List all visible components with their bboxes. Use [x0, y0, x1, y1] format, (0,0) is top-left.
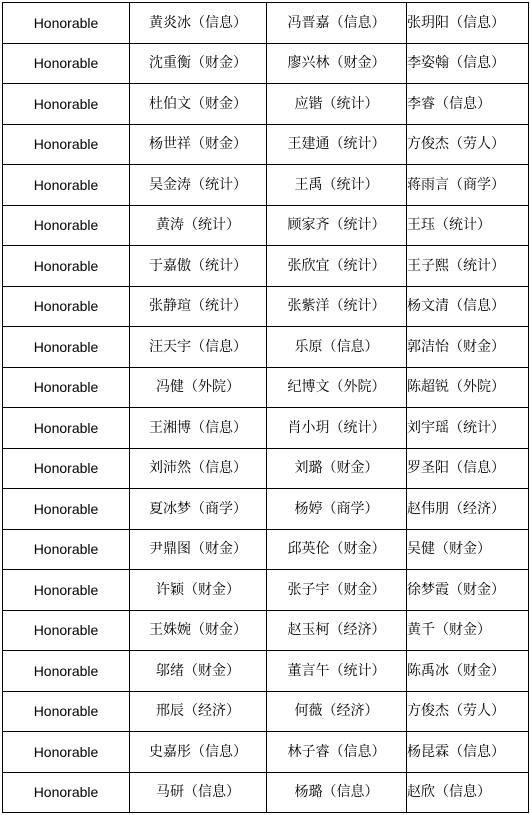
table-row: [3, 3, 529, 44]
table-row: [3, 246, 529, 287]
name-cell-col2: 张欣宜（统计）: [267, 246, 407, 287]
name-cell-col3: 方俊杰（劳人）: [407, 691, 529, 732]
name-cell-col3: 赵伟朋（经济）: [407, 489, 529, 530]
name-cell-col3: 王珏（统计）: [407, 205, 529, 246]
name-cell-col1: 吴金涛（统计）: [130, 165, 267, 206]
name-cell-col1: 杨世祥（财金）: [130, 124, 267, 165]
award-cell: Honorable: [3, 165, 130, 206]
award-cell: Honorable: [3, 124, 130, 165]
award-table-body: [3, 3, 529, 813]
award-cell: Honorable: [3, 732, 130, 773]
award-cell: Honorable: [3, 327, 130, 368]
table-row: [3, 165, 529, 206]
name-cell-col3: 王子熙（统计）: [407, 246, 529, 287]
name-cell-col2: 肖小玥（统计）: [267, 408, 407, 449]
name-cell-col1: 马研（信息）: [130, 772, 267, 813]
award-cell: Honorable: [3, 43, 130, 84]
name-cell-col2: 应锴（统计）: [267, 84, 407, 125]
award-cell: Honorable: [3, 570, 130, 611]
table-row: [3, 327, 529, 368]
table-row: [3, 610, 529, 651]
name-cell-col1: 王姝婉（财金）: [130, 610, 267, 651]
award-cell: Honorable: [3, 489, 130, 530]
name-cell-col2: 刘璐（财金）: [267, 448, 407, 489]
name-cell-col2: 王建通（统计）: [267, 124, 407, 165]
name-cell-col1: 王湘博（信息）: [130, 408, 267, 449]
name-cell-col3: 赵欣（信息）: [407, 772, 529, 813]
award-cell: Honorable: [3, 286, 130, 327]
name-cell-col2: 纪博文（外院）: [267, 367, 407, 408]
name-cell-col2: 张紫洋（统计）: [267, 286, 407, 327]
name-cell-col1: 汪天宇（信息）: [130, 327, 267, 368]
name-cell-col1: 刘沛然（信息）: [130, 448, 267, 489]
name-cell-col3: 张玥阳（信息）: [407, 3, 529, 44]
name-cell-col3: 方俊杰（劳人）: [407, 124, 529, 165]
name-cell-col2: 邱英伦（财金）: [267, 529, 407, 570]
name-cell-col2: 廖兴林（财金）: [267, 43, 407, 84]
name-cell-col3: 陈超锐（外院）: [407, 367, 529, 408]
award-cell: Honorable: [3, 246, 130, 287]
name-cell-col2: 林子睿（信息）: [267, 732, 407, 773]
table-row: [3, 408, 529, 449]
name-cell-col3: 杨昆霖（信息）: [407, 732, 529, 773]
table-row: [3, 448, 529, 489]
table-row: [3, 367, 529, 408]
name-cell-col3: 黄千（财金）: [407, 610, 529, 651]
name-cell-col1: 夏冰梦（商学）: [130, 489, 267, 530]
table-row: [3, 732, 529, 773]
name-cell-col1: 于嘉傲（统计）: [130, 246, 267, 287]
name-cell-col1: 黄炎冰（信息）: [130, 3, 267, 44]
name-cell-col3: 陈禹冰（财金）: [407, 651, 529, 692]
table-row: [3, 205, 529, 246]
name-cell-col2: 王禹（统计）: [267, 165, 407, 206]
name-cell-col1: 邬绪（财金）: [130, 651, 267, 692]
name-cell-col3: 郭洁怡（财金）: [407, 327, 529, 368]
name-cell-col2: 顾家齐（统计）: [267, 205, 407, 246]
name-cell-col1: 沈重衡（财金）: [130, 43, 267, 84]
award-cell: Honorable: [3, 529, 130, 570]
name-cell-col1: 尹鼎图（财金）: [130, 529, 267, 570]
name-cell-col2: 赵玉柯（经济）: [267, 610, 407, 651]
name-cell-col1: 史嘉彤（信息）: [130, 732, 267, 773]
table-row: [3, 286, 529, 327]
award-cell: Honorable: [3, 408, 130, 449]
name-cell-col3: 蒋雨言（商学）: [407, 165, 529, 206]
award-cell: Honorable: [3, 772, 130, 813]
name-cell-col2: 董言午（统计）: [267, 651, 407, 692]
table-row: [3, 84, 529, 125]
award-cell: Honorable: [3, 84, 130, 125]
table-row: [3, 489, 529, 530]
name-cell-col3: 刘宇瑶（统计）: [407, 408, 529, 449]
name-cell-col3: 杨文清（信息）: [407, 286, 529, 327]
name-cell-col1: 邢辰（经济）: [130, 691, 267, 732]
name-cell-col1: 杜伯文（财金）: [130, 84, 267, 125]
name-cell-col3: 李姿翰（信息）: [407, 43, 529, 84]
table-row: [3, 124, 529, 165]
table-row: [3, 570, 529, 611]
award-cell: Honorable: [3, 3, 130, 44]
name-cell-col2: 张子宇（财金）: [267, 570, 407, 611]
table-row: [3, 651, 529, 692]
table-row: [3, 529, 529, 570]
award-cell: Honorable: [3, 448, 130, 489]
name-cell-col2: 乐原（信息）: [267, 327, 407, 368]
table-row: [3, 43, 529, 84]
name-cell-col3: 徐梦霞（财金）: [407, 570, 529, 611]
name-cell-col1: 张静瑄（统计）: [130, 286, 267, 327]
award-cell: Honorable: [3, 367, 130, 408]
name-cell-col2: 杨璐（信息）: [267, 772, 407, 813]
award-table: [2, 2, 529, 813]
award-cell: Honorable: [3, 651, 130, 692]
name-cell-col1: 冯健（外院）: [130, 367, 267, 408]
name-cell-col2: 何薇（经济）: [267, 691, 407, 732]
table-row: [3, 691, 529, 732]
name-cell-col3: 李睿（信息）: [407, 84, 529, 125]
table-row: [3, 772, 529, 813]
name-cell-col2: 冯晋嘉（信息）: [267, 3, 407, 44]
name-cell-col3: 吴健（财金）: [407, 529, 529, 570]
name-cell-col1: 黄涛（统计）: [130, 205, 267, 246]
award-cell: Honorable: [3, 691, 130, 732]
name-cell-col2: 杨婷（商学）: [267, 489, 407, 530]
name-cell-col3: 罗圣阳（信息）: [407, 448, 529, 489]
award-cell: Honorable: [3, 205, 130, 246]
award-cell: Honorable: [3, 610, 130, 651]
name-cell-col1: 许颖（财金）: [130, 570, 267, 611]
